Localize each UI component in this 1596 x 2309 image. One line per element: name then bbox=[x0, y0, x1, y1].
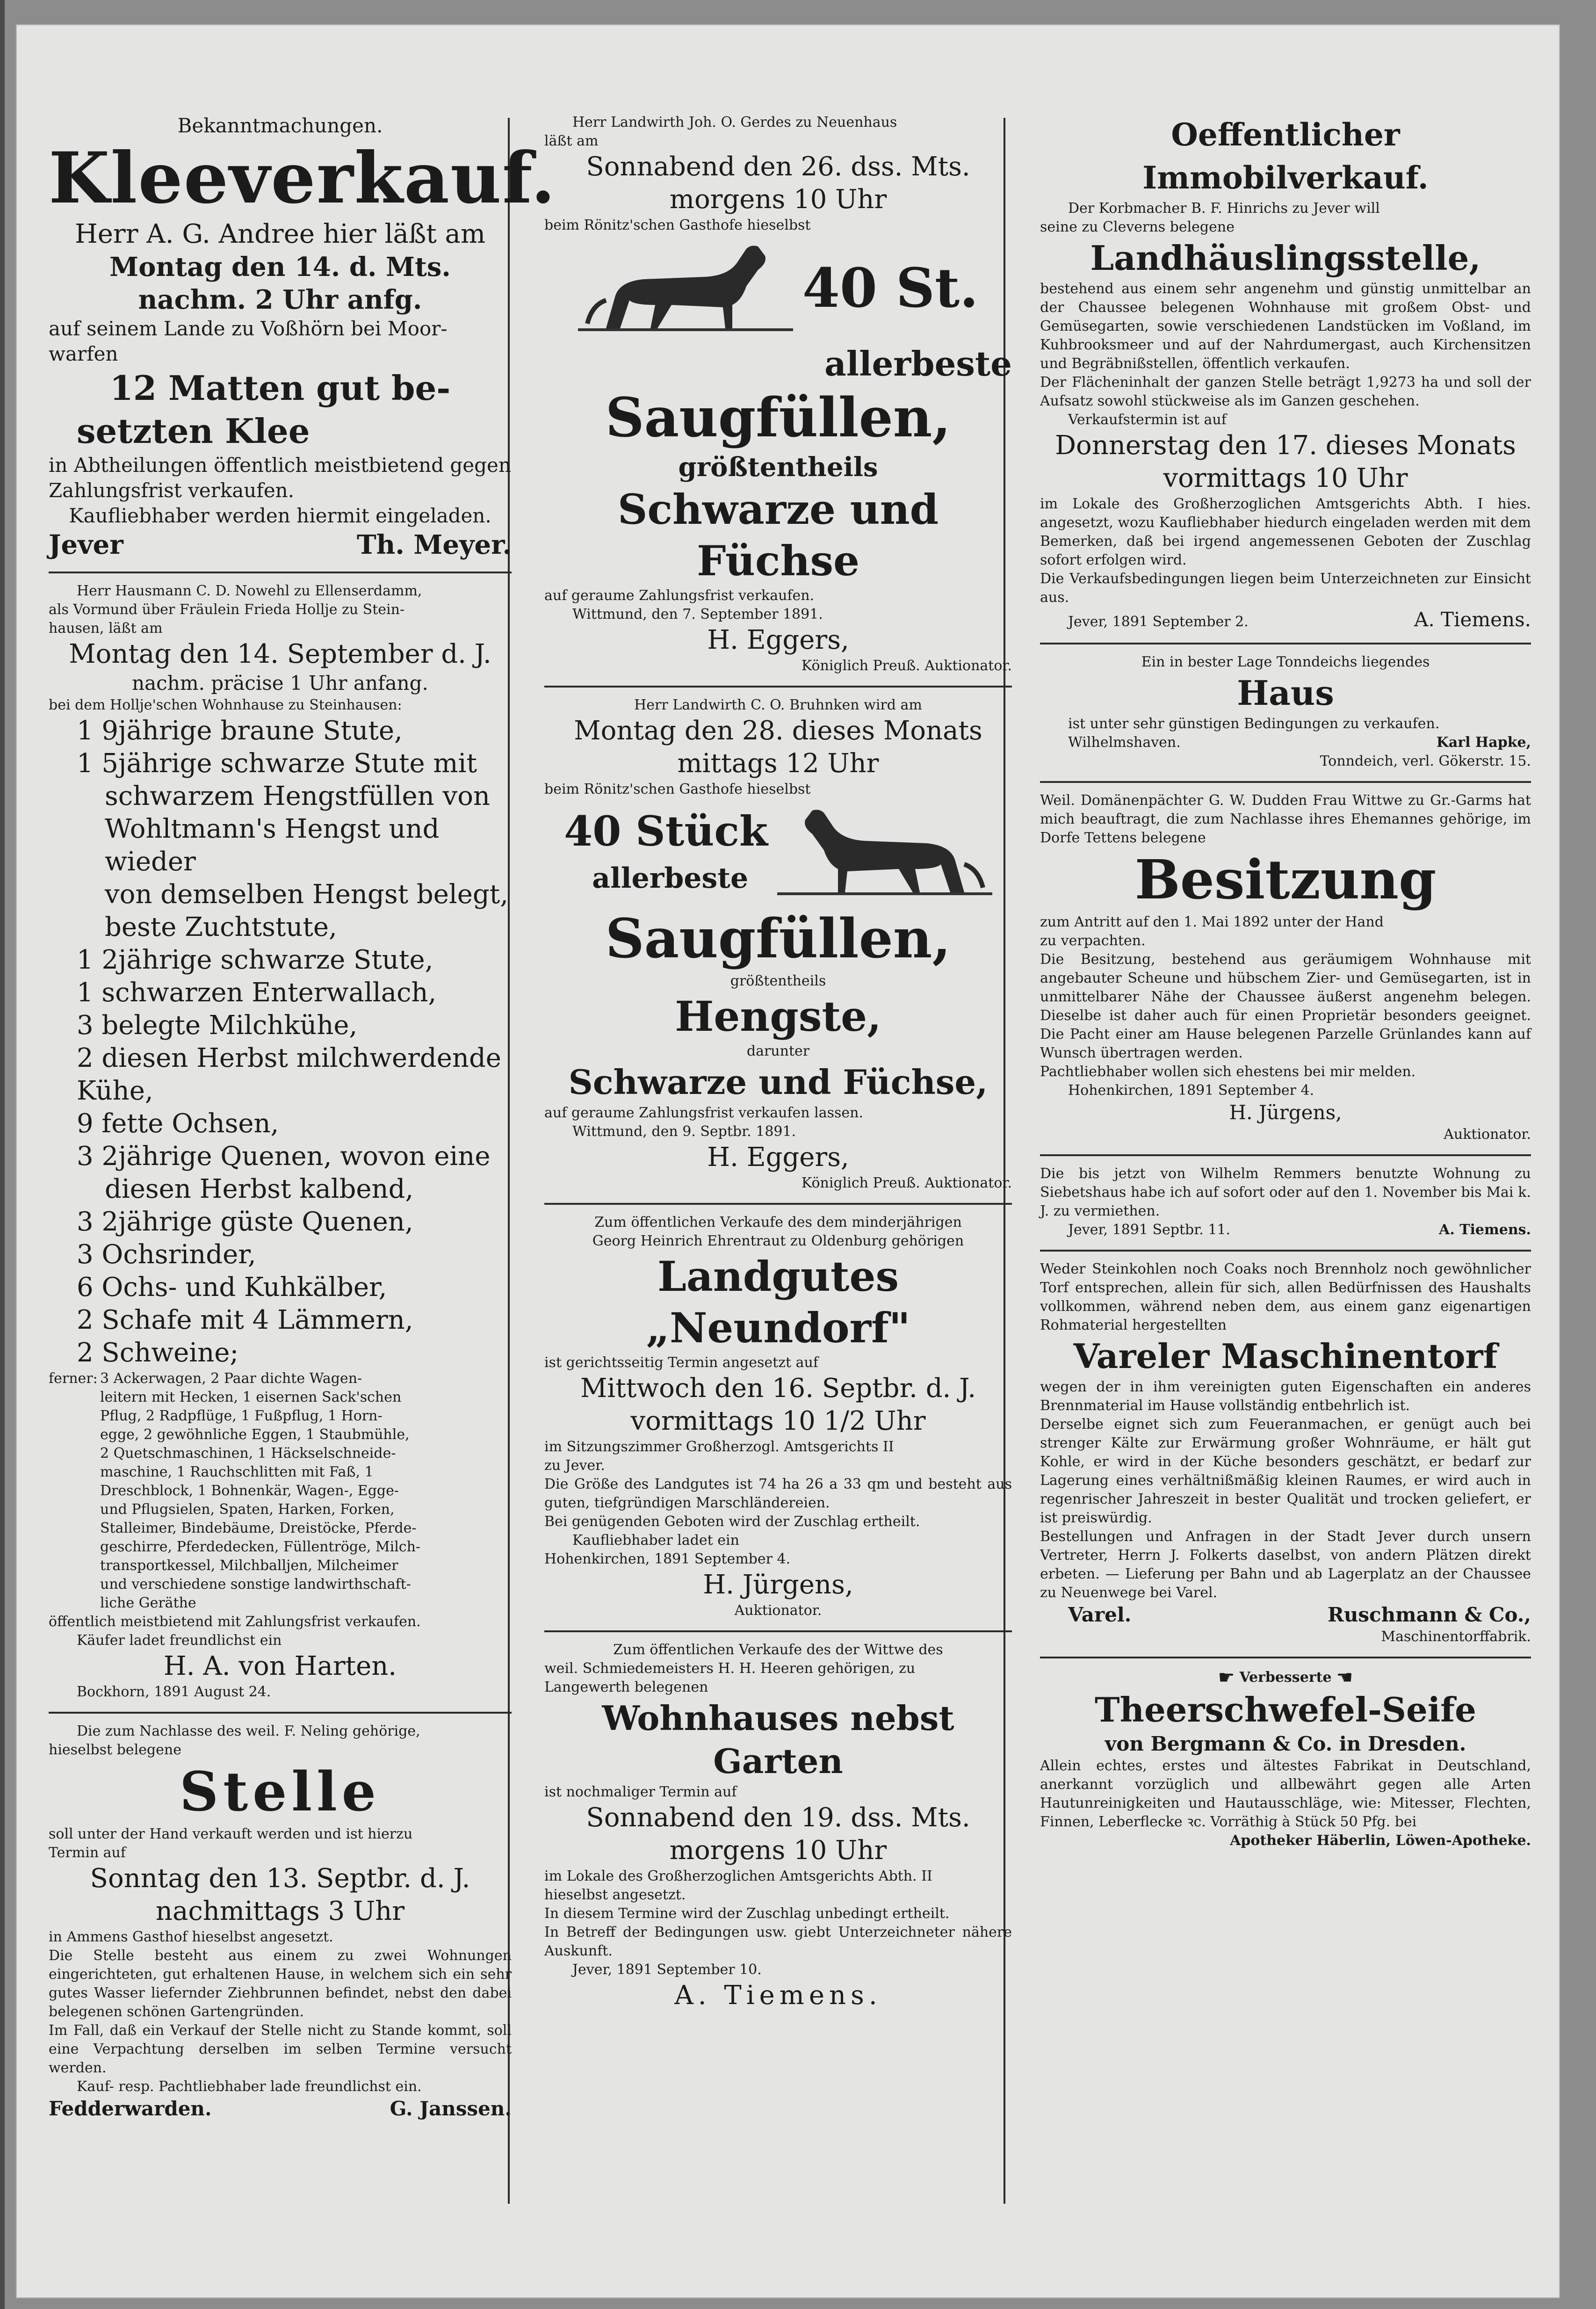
list-item: 1 9jährige braune Stute, bbox=[77, 716, 403, 746]
ad-line: ist unter sehr günstigen Bedingungen zu verkaufen. bbox=[1068, 716, 1440, 732]
ad-title: Vareler Maschinentorf bbox=[1073, 1336, 1498, 1376]
ad-line: hieselbst angesetzt. bbox=[544, 1887, 686, 1903]
ad-landgut bbox=[544, 1213, 1012, 1620]
ad-paragraph: Verkaufstermin ist auf bbox=[1068, 412, 1227, 428]
ad-separator bbox=[1040, 643, 1531, 644]
ad-signature-row bbox=[49, 2096, 512, 2121]
ad-role: Auktionator. bbox=[734, 1602, 822, 1619]
list-item: Stalleimer, Bindebäume, Dreistöcke, Pferde- bbox=[100, 1520, 417, 1536]
horse-icon bbox=[777, 799, 992, 906]
ad-place: Varel. bbox=[1068, 1603, 1132, 1626]
ad-time: mittags 12 Uhr bbox=[677, 748, 879, 779]
ad-saugfuellen-2 bbox=[544, 696, 1012, 1193]
ad-line: Zum öffentlichen Verkaufe des dem minderjährigen bbox=[594, 1214, 962, 1231]
ad-paragraph: Die Größe des Landgutes ist 74 ha 26 a 33 qm und besteht aus guten, tiefgründigen Marschländereien. bbox=[544, 1476, 1012, 1511]
ad-date: Montag den 28. dieses Monats bbox=[574, 716, 982, 746]
list-item: liche Geräthe bbox=[100, 1595, 196, 1611]
column-3 bbox=[1040, 113, 1531, 1850]
ad-line: Herr Landwirth Joh. O. Gerdes zu Neuenhaus bbox=[572, 114, 897, 130]
ad-line: auf geraume Zahlungsfrist verkaufen. bbox=[544, 587, 815, 604]
ad-line: beim Rönitz'schen Gasthofe hieselbst bbox=[544, 781, 811, 797]
page-edge-shadow bbox=[0, 0, 5, 2309]
list-item: beste Zuchtstute, bbox=[105, 912, 337, 942]
ad-line: zum Antritt auf den 1. Mai 1892 unter der Hand bbox=[1040, 914, 1384, 930]
banner-row bbox=[1040, 1667, 1531, 1688]
ad-signer: H. Eggers, bbox=[707, 1142, 849, 1173]
list-item: 3 2jährige Quenen, wovon eine bbox=[77, 1141, 491, 1172]
ad-seller: Apotheker Häberlin, Löwen-Apotheke. bbox=[1230, 1832, 1531, 1849]
horse-illustration-row bbox=[544, 235, 1012, 342]
list-item: 6 Ochs- und Kuhkälber, bbox=[77, 1272, 387, 1303]
ad-signature-row bbox=[1040, 607, 1531, 632]
list-item: 3 2jährige güste Quenen, bbox=[77, 1207, 413, 1237]
ad-signature-row bbox=[49, 528, 512, 561]
ad-time: vormittags 10 1/2 Uhr bbox=[630, 1406, 926, 1436]
list-item: Pflug, 2 Radpflüge, 1 Fußpflug, 1 Horn- bbox=[100, 1408, 383, 1424]
ad-line: soll unter der Hand verkauft werden und ist hierzu bbox=[49, 1826, 413, 1842]
ad-subtitle: größtentheils bbox=[730, 973, 826, 989]
ad-wohnung bbox=[1040, 1165, 1531, 1239]
ad-date: Wittmund, den 7. September 1891. bbox=[572, 606, 823, 622]
ad-signature-row bbox=[1040, 1602, 1531, 1628]
ad-paragraph: Die bis jetzt von Wilhelm Remmers benutzte Wohnung zu Siebetshaus habe ich auf sofort oder auf den 1. November bis Mai k. J. zu vermiethen. bbox=[1040, 1165, 1531, 1219]
ad-address: Tonndeich, verl. Gökerstr. 15. bbox=[1320, 753, 1531, 769]
ad-date: Sonnabend den 19. dss. Mts. bbox=[586, 1802, 970, 1833]
ad-role: Königlich Preuß. Auktionator. bbox=[801, 1175, 1012, 1191]
ad-signer: G. Janssen. bbox=[390, 2097, 512, 2120]
ferner-block bbox=[49, 1369, 512, 1613]
ad-vieh-auktion bbox=[49, 582, 512, 1701]
list-item: 2 Quetschmaschinen, 1 Häckselschneide- bbox=[100, 1445, 396, 1462]
list-item: 1 schwarzen Enterwallach, bbox=[77, 977, 437, 1008]
section-heading: Bekanntmachungen. bbox=[177, 114, 383, 137]
ad-paragraph: Die Stelle besteht aus einem zu zwei Wohnungen eingerichteten, gut erhaltenen Hause, in welchem sich ein sehr gutes Wasser liefernder Ziehbrunnen befindet, nebst den dabei belegenen schönen Gartengründen. bbox=[49, 1947, 512, 2020]
list-item: maschine, 1 Rauchschlitten mit Faß, 1 bbox=[100, 1464, 374, 1480]
ad-saugfuellen-1 bbox=[544, 113, 1012, 675]
ad-signer: H. Eggers, bbox=[707, 625, 849, 655]
ad-line: öffentlich meistbietend mit Zahlungsfrist verkaufen. bbox=[49, 1614, 421, 1630]
ad-highlight: 12 Matten gut be- bbox=[109, 368, 451, 408]
ad-paragraph: wegen der in ihm vereinigten guten Eigenschaften ein anderes Brennmaterial im Hause vollständig entbehrlich ist. bbox=[1040, 1379, 1531, 1414]
pointing-hand-icon: ☛ bbox=[1218, 1667, 1235, 1688]
list-item: 3 Ochsrinder, bbox=[77, 1239, 256, 1270]
ad-title: Saugfüllen, bbox=[605, 907, 951, 970]
ad-line: Der Korbmacher B. F. Hinrichs zu Jever will bbox=[1068, 200, 1380, 217]
ad-separator bbox=[1040, 781, 1531, 783]
ad-paragraph: Kauf- resp. Pachtliebhaber lade freundlichst ein. bbox=[77, 2078, 422, 2095]
horse-icon bbox=[578, 235, 793, 342]
ad-line: hieselbst belegene bbox=[49, 1742, 181, 1758]
ad-paragraph: bestehend aus einem sehr angenehm und günstig unmittelbar an der Chaussee belegenen Wohnhause mit großem Obst- und Gemüsegarten, sowie verschiedenen Landstücken im Voßland, im Kuhbrooksmeer und auf der Nahrdumergast, auch Kirchensitzen und Begräbnißstellen, öffentlich verkaufen. bbox=[1040, 281, 1531, 372]
ad-date: Sonnabend den 26. dss. Mts. bbox=[586, 152, 970, 182]
ferner-label: ferner: bbox=[49, 1370, 98, 1387]
list-item: egge, 2 gewöhnliche Eggen, 1 Staubmühle, bbox=[100, 1426, 410, 1443]
ad-subtitle: Hengste, bbox=[675, 992, 881, 1041]
ad-kleeverkauf bbox=[49, 113, 556, 561]
pointing-hand-icon: ☚ bbox=[1336, 1667, 1353, 1688]
ad-subtitle: Schwarze und Füchse, bbox=[568, 1062, 988, 1102]
ad-signer: Th. Meyer. bbox=[356, 529, 512, 560]
list-item: geschirre, Pferdedecken, Füllentröge, Milch- bbox=[100, 1539, 421, 1555]
ad-paragraph: Bestellungen und Anfragen in der Stadt Jever durch unsern Vertreter, Herrn J. Folkerts daselbst, von andern Plätzen direkt erbeten. — Lieferung per Bahn und ab Lagerplatz an der Chaussee zu Neuenwege bei Varel. bbox=[1040, 1528, 1531, 1601]
ad-paragraph: Bei genügenden Geboten wird der Zuschlag ertheilt. bbox=[544, 1513, 920, 1530]
equipment-list bbox=[100, 1369, 512, 1613]
ad-quality: allerbeste bbox=[824, 344, 1012, 384]
ad-paragraph: In diesem Termine wird der Zuschlag unbedingt ertheilt. bbox=[544, 1905, 950, 1922]
ad-line: zu Jever. bbox=[544, 1457, 605, 1474]
ad-paragraph: Die Verkaufsbedingungen liegen beim Unterzeichneten zur Einsicht aus. bbox=[1040, 571, 1531, 606]
list-item: 3 belegte Milchkühe, bbox=[77, 1010, 358, 1041]
ad-paragraph: Im Fall, daß ein Verkauf der Stelle nicht zu Stande kommt, soll eine Verpachtung derselben im selben Termine versucht werden. bbox=[49, 2022, 512, 2076]
ad-separator bbox=[49, 572, 512, 573]
ad-line: auf seinem Lande zu Voßhörn bei Moor- bbox=[49, 317, 448, 340]
ad-title: Wohnhauses nebst Garten bbox=[602, 1698, 954, 1781]
ad-line: Ein in bester Lage Tonndeichs liegendes bbox=[1141, 654, 1430, 670]
ad-time: nachm. 2 Uhr anfg. bbox=[138, 284, 422, 315]
ad-signature-row bbox=[1040, 1221, 1531, 1239]
ad-place: Wilhelmshaven. bbox=[1068, 734, 1181, 751]
ad-date: Wittmund, den 9. Septbr. 1891. bbox=[572, 1123, 796, 1140]
ad-line: weil. Schmiedemeisters H. H. Heeren gehörigen, zu bbox=[544, 1660, 916, 1677]
ad-place: Fedderwarden. bbox=[49, 2097, 212, 2120]
ad-signer: Karl Hapke, bbox=[1436, 734, 1531, 751]
ad-subtitle: darunter bbox=[746, 1043, 810, 1059]
ad-separator bbox=[544, 1630, 1012, 1632]
column-2 bbox=[544, 113, 1012, 2012]
list-item: von demselben Hengst belegt, bbox=[105, 879, 509, 910]
ad-line: auf geraume Zahlungsfrist verkaufen lassen. bbox=[544, 1105, 864, 1121]
ad-line: Herr Hausmann C. D. Nowehl zu Ellenserdamm, bbox=[77, 583, 422, 599]
ad-maschinentorf bbox=[1040, 1260, 1531, 1646]
ad-signer: H. Jürgens, bbox=[1229, 1101, 1342, 1124]
ad-separator bbox=[49, 1712, 512, 1714]
ad-count: 40 St. bbox=[802, 257, 979, 320]
ad-signer: A. Tiemens. bbox=[1414, 608, 1531, 631]
ad-title: Saugfüllen, bbox=[605, 386, 951, 449]
list-item: 9 fette Ochsen, bbox=[77, 1108, 279, 1139]
ad-count: 40 Stück bbox=[564, 807, 768, 855]
ad-date: Hohenkirchen, 1891 September 4. bbox=[1068, 1082, 1314, 1099]
ad-signer: A. Tiemens. bbox=[1439, 1222, 1531, 1238]
ad-highlight: setzten Klee bbox=[77, 411, 310, 451]
ad-paragraph: im Lokale des Großherzoglichen Amtsgerichts Abth. I hies. angesetzt, wozu Kaufliebhaber hiedurch eingeladen werden mit dem Bemerken, daß bei irgend angemessenen Geboten der Zuschlag sofort erfolgen wird. bbox=[1040, 496, 1531, 568]
ad-line: Zum öffentlichen Verkaufe des der Wittwe des bbox=[613, 1642, 943, 1658]
ad-line: in Ammens Gasthof hieselbst angesetzt. bbox=[49, 1929, 333, 1945]
ad-separator bbox=[1040, 1250, 1531, 1252]
ad-signer: H. Jürgens, bbox=[703, 1570, 853, 1600]
ad-paragraph: Weil. Domänenpächter G. W. Dudden Frau Wittwe zu Gr.-Garms hat mich beauftragt, die zum Nachlasse ihres Ehemannes gehörige, im Dorfe Tettens belegene bbox=[1040, 792, 1531, 846]
ad-title: Theerschwefel-Seife bbox=[1095, 1690, 1476, 1730]
ad-line: Georg Heinrich Ehrentraut zu Oldenburg gehörigen bbox=[592, 1233, 964, 1249]
ad-date: Mittwoch den 16. Septbr. d. J. bbox=[580, 1373, 976, 1404]
ad-time: nachm. präcise 1 Uhr anfang. bbox=[132, 672, 428, 695]
ad-line: im Sitzungszimmer Großherzogl. Amtsgerichts II bbox=[544, 1439, 894, 1455]
ad-seife bbox=[1040, 1667, 1531, 1850]
ad-title: Kleeverkauf. bbox=[49, 137, 556, 219]
ad-line: beim Rönitz'schen Gasthofe hieselbst bbox=[544, 217, 811, 233]
ad-stelle bbox=[49, 1722, 512, 2121]
ad-separator bbox=[544, 686, 1012, 688]
ad-title: Landgutes bbox=[657, 1252, 899, 1301]
ad-date: Montag den 14. d. Mts. bbox=[109, 252, 451, 282]
list-item: leitern mit Hecken, 1 eisernen Sack'schen bbox=[100, 1389, 402, 1405]
ad-subtitle: größtentheils bbox=[678, 452, 878, 483]
ad-line: Die zum Nachlasse des weil. F. Neling gehörige, bbox=[77, 1723, 420, 1739]
list-item: Dreschblock, 1 Bohnenkär, Wagen-, Egge- bbox=[100, 1483, 399, 1499]
ad-time: morgens 10 Uhr bbox=[669, 184, 887, 215]
ad-signer: A. Tiemens. bbox=[674, 1980, 882, 2011]
ad-signature-row bbox=[1040, 733, 1531, 752]
ad-line: seine zu Cleverns belegene bbox=[1040, 219, 1235, 235]
ad-role: Königlich Preuß. Auktionator. bbox=[801, 658, 1012, 674]
ad-separator bbox=[1040, 1154, 1531, 1156]
ad-line: Langewerth belegenen bbox=[544, 1679, 708, 1695]
ad-time: nachmittags 3 Uhr bbox=[155, 1896, 405, 1926]
ad-paragraph: Pachtliebhaber wollen sich ehestens bei mir melden. bbox=[1040, 1064, 1416, 1080]
ad-subtitle: von Bergmann & Co. in Dresden. bbox=[1105, 1732, 1466, 1755]
ad-paragraph: Weder Steinkohlen noch Coaks noch Brennholz noch gewöhnlicher Torf entsprechen, allein für sich, allen Bedürfnissen des Haushalts vollkommen, während neben dem, aus einem ganz eigenartigen Rohmaterial hergestellten bbox=[1040, 1261, 1531, 1333]
ad-date: Sonntag den 13. Septbr. d. J. bbox=[90, 1863, 470, 1894]
ad-date: Jever, 1891 September 2. bbox=[1068, 614, 1249, 630]
list-item: transportkessel, Milchballjen, Milcheimer bbox=[100, 1557, 398, 1574]
ad-line: läßt am bbox=[544, 133, 599, 149]
ad-date: Montag den 14. September d. J. bbox=[69, 639, 491, 669]
ad-quality: allerbeste bbox=[592, 862, 749, 895]
ad-paragraph: Der Flächeninhalt der ganzen Stelle beträgt 1,9273 ha und soll der Aufsatz sowohl stückweise als im Ganzen geschehen. bbox=[1040, 374, 1531, 409]
ad-date: Donnerstag den 17. dieses Monats bbox=[1055, 430, 1516, 461]
ad-date: Jever, 1891 September 10. bbox=[572, 1962, 762, 1978]
ad-time: vormittags 10 Uhr bbox=[1163, 463, 1408, 493]
ad-line: als Vormund über Fräulein Frieda Hollje zu Stein- bbox=[49, 601, 405, 618]
ad-signer: Ruschmann & Co., bbox=[1327, 1603, 1531, 1626]
ad-line: Termin auf bbox=[49, 1845, 126, 1861]
ad-separator bbox=[1040, 1657, 1531, 1658]
list-item: 2 Schafe mit 4 Lämmern, bbox=[77, 1305, 413, 1335]
ad-line: bei dem Hollje'schen Wohnhause zu Steinhausen: bbox=[49, 697, 402, 713]
ad-role: Auktionator. bbox=[1444, 1126, 1531, 1143]
ad-date: Bockhorn, 1891 August 24. bbox=[77, 1684, 271, 1700]
ad-haus bbox=[1040, 653, 1531, 771]
ad-count-block bbox=[564, 805, 768, 900]
list-item: schwarzem Hengstfüllen von bbox=[105, 781, 490, 811]
column-1 bbox=[49, 113, 556, 2121]
list-item: Wohltmann's Hengst und wieder bbox=[105, 814, 440, 877]
ad-line: Zahlungsfrist verkaufen. bbox=[49, 479, 295, 502]
ad-immobilverkauf bbox=[1040, 113, 1531, 632]
list-item: 1 2jährige schwarze Stute, bbox=[77, 945, 433, 975]
ad-line: ist nochmaliger Termin auf bbox=[544, 1784, 737, 1800]
list-item: 2 diesen Herbst milchwerdende Kühe, bbox=[77, 1043, 501, 1106]
ad-paragraph: In Betreff der Bedingungen usw. giebt Unterzeichneter nähere Auskunft. bbox=[544, 1924, 1012, 1959]
list-item: 1 5jährige schwarze Stute mit bbox=[77, 748, 477, 779]
ad-line: warfen bbox=[49, 342, 118, 365]
ad-paragraph: Kaufliebhaber ladet ein bbox=[572, 1532, 739, 1549]
ad-date: Hohenkirchen, 1891 September 4. bbox=[544, 1551, 791, 1567]
ad-title: Besitzung bbox=[1134, 848, 1437, 912]
ad-title: „Neundorf" bbox=[646, 1303, 910, 1352]
ad-line: im Lokale des Großherzoglichen Amtsgerichts Abth. II bbox=[544, 1868, 932, 1884]
list-item: 3 Ackerwagen, 2 Paar dichte Wagen- bbox=[100, 1370, 362, 1387]
list-item: und Pflugsielen, Spaten, Harken, Forken, bbox=[100, 1501, 395, 1518]
ad-date: Jever, 1891 Septbr. 11. bbox=[1068, 1222, 1231, 1238]
list-item: und verschiedene sonstige landwirthschaft- bbox=[100, 1576, 411, 1592]
ad-wohnhaus bbox=[544, 1641, 1012, 2012]
list-item: 2 Schweine; bbox=[77, 1338, 239, 1368]
ad-title: Haus bbox=[1237, 673, 1334, 713]
ad-line: zu verpachten. bbox=[1040, 933, 1146, 949]
ad-time: morgens 10 Uhr bbox=[669, 1835, 887, 1866]
horse-illustration-row bbox=[544, 799, 1012, 906]
ad-role: Maschinentorffabrik. bbox=[1381, 1629, 1531, 1645]
list-item: diesen Herbst kalbend, bbox=[105, 1174, 414, 1204]
livestock-list bbox=[49, 715, 512, 1369]
ad-line: Kaufliebhaber werden hiermit eingeladen. bbox=[69, 504, 491, 527]
ad-line: in Abtheilungen öffentlich meistbietend gegen bbox=[49, 454, 511, 477]
newspaper-page bbox=[16, 24, 1560, 2298]
ad-title: Stelle bbox=[180, 1760, 381, 1824]
ad-line: Herr Landwirth C. O. Bruhnken wird am bbox=[634, 697, 922, 713]
ad-line: ist gerichtsseitig Termin angesetzt auf bbox=[544, 1354, 818, 1371]
ad-subtitle: Schwarze und Füchse bbox=[617, 485, 939, 585]
ad-paragraph: Die Besitzung, bestehend aus geräumigem Wohnhause mit angebauter Scheune und hübschem Zier- und Gemüsegarten, ist in unmittelbarer Nähe der Chaussee äußerst angenehm belegen. Dieselbe ist daher auch für einen Proprietär besonders geeignet. Die Pacht einer am Hause belegenen Parzelle Grünlandes kann auf Wunsch übertragen werden. bbox=[1040, 951, 1531, 1061]
ad-place: Jever bbox=[49, 529, 123, 560]
ad-banner: Verbesserte bbox=[1239, 1669, 1332, 1686]
ad-line: Käufer ladet freundlichst ein bbox=[77, 1632, 282, 1649]
ad-paragraph: Allein echtes, erstes und ältestes Fabrikat in Deutschland, anerkannt vorzüglich und allbewährt gegen alle Arten Hautunreinigkeiten und Hautausschläge, wie: Mitesser, Flechten, Finnen, Leberflecke ꝛc. Vorräthig à Stück 50 Pfg. bei bbox=[1040, 1758, 1531, 1830]
ad-line: hausen, läßt am bbox=[49, 620, 163, 637]
ad-line: Herr A. G. Andree hier läßt am bbox=[74, 219, 486, 249]
ad-separator bbox=[544, 1203, 1012, 1205]
ad-title: Oeffentlicher Immobilverkauf. bbox=[1142, 116, 1429, 196]
ad-signer: H. A. von Harten. bbox=[163, 1651, 397, 1681]
ad-besitzung bbox=[1040, 791, 1531, 1144]
ad-paragraph: Derselbe eignet sich zum Feueranmachen, er genügt auch bei strenger Kälte zur Erwärmung großer Wohnräume, er hält gut Kohle, er wird in der Küche besonders geschätzt, er bedarf zur Lagerung eines verhältnißmäßig kleinen Raumes, er wird auch in regenrischer Jahreszeit in bester Qualität und trocken geliefert, er ist preiswürdig. bbox=[1040, 1416, 1531, 1526]
ad-title: Landhäuslingsstelle, bbox=[1090, 238, 1481, 278]
